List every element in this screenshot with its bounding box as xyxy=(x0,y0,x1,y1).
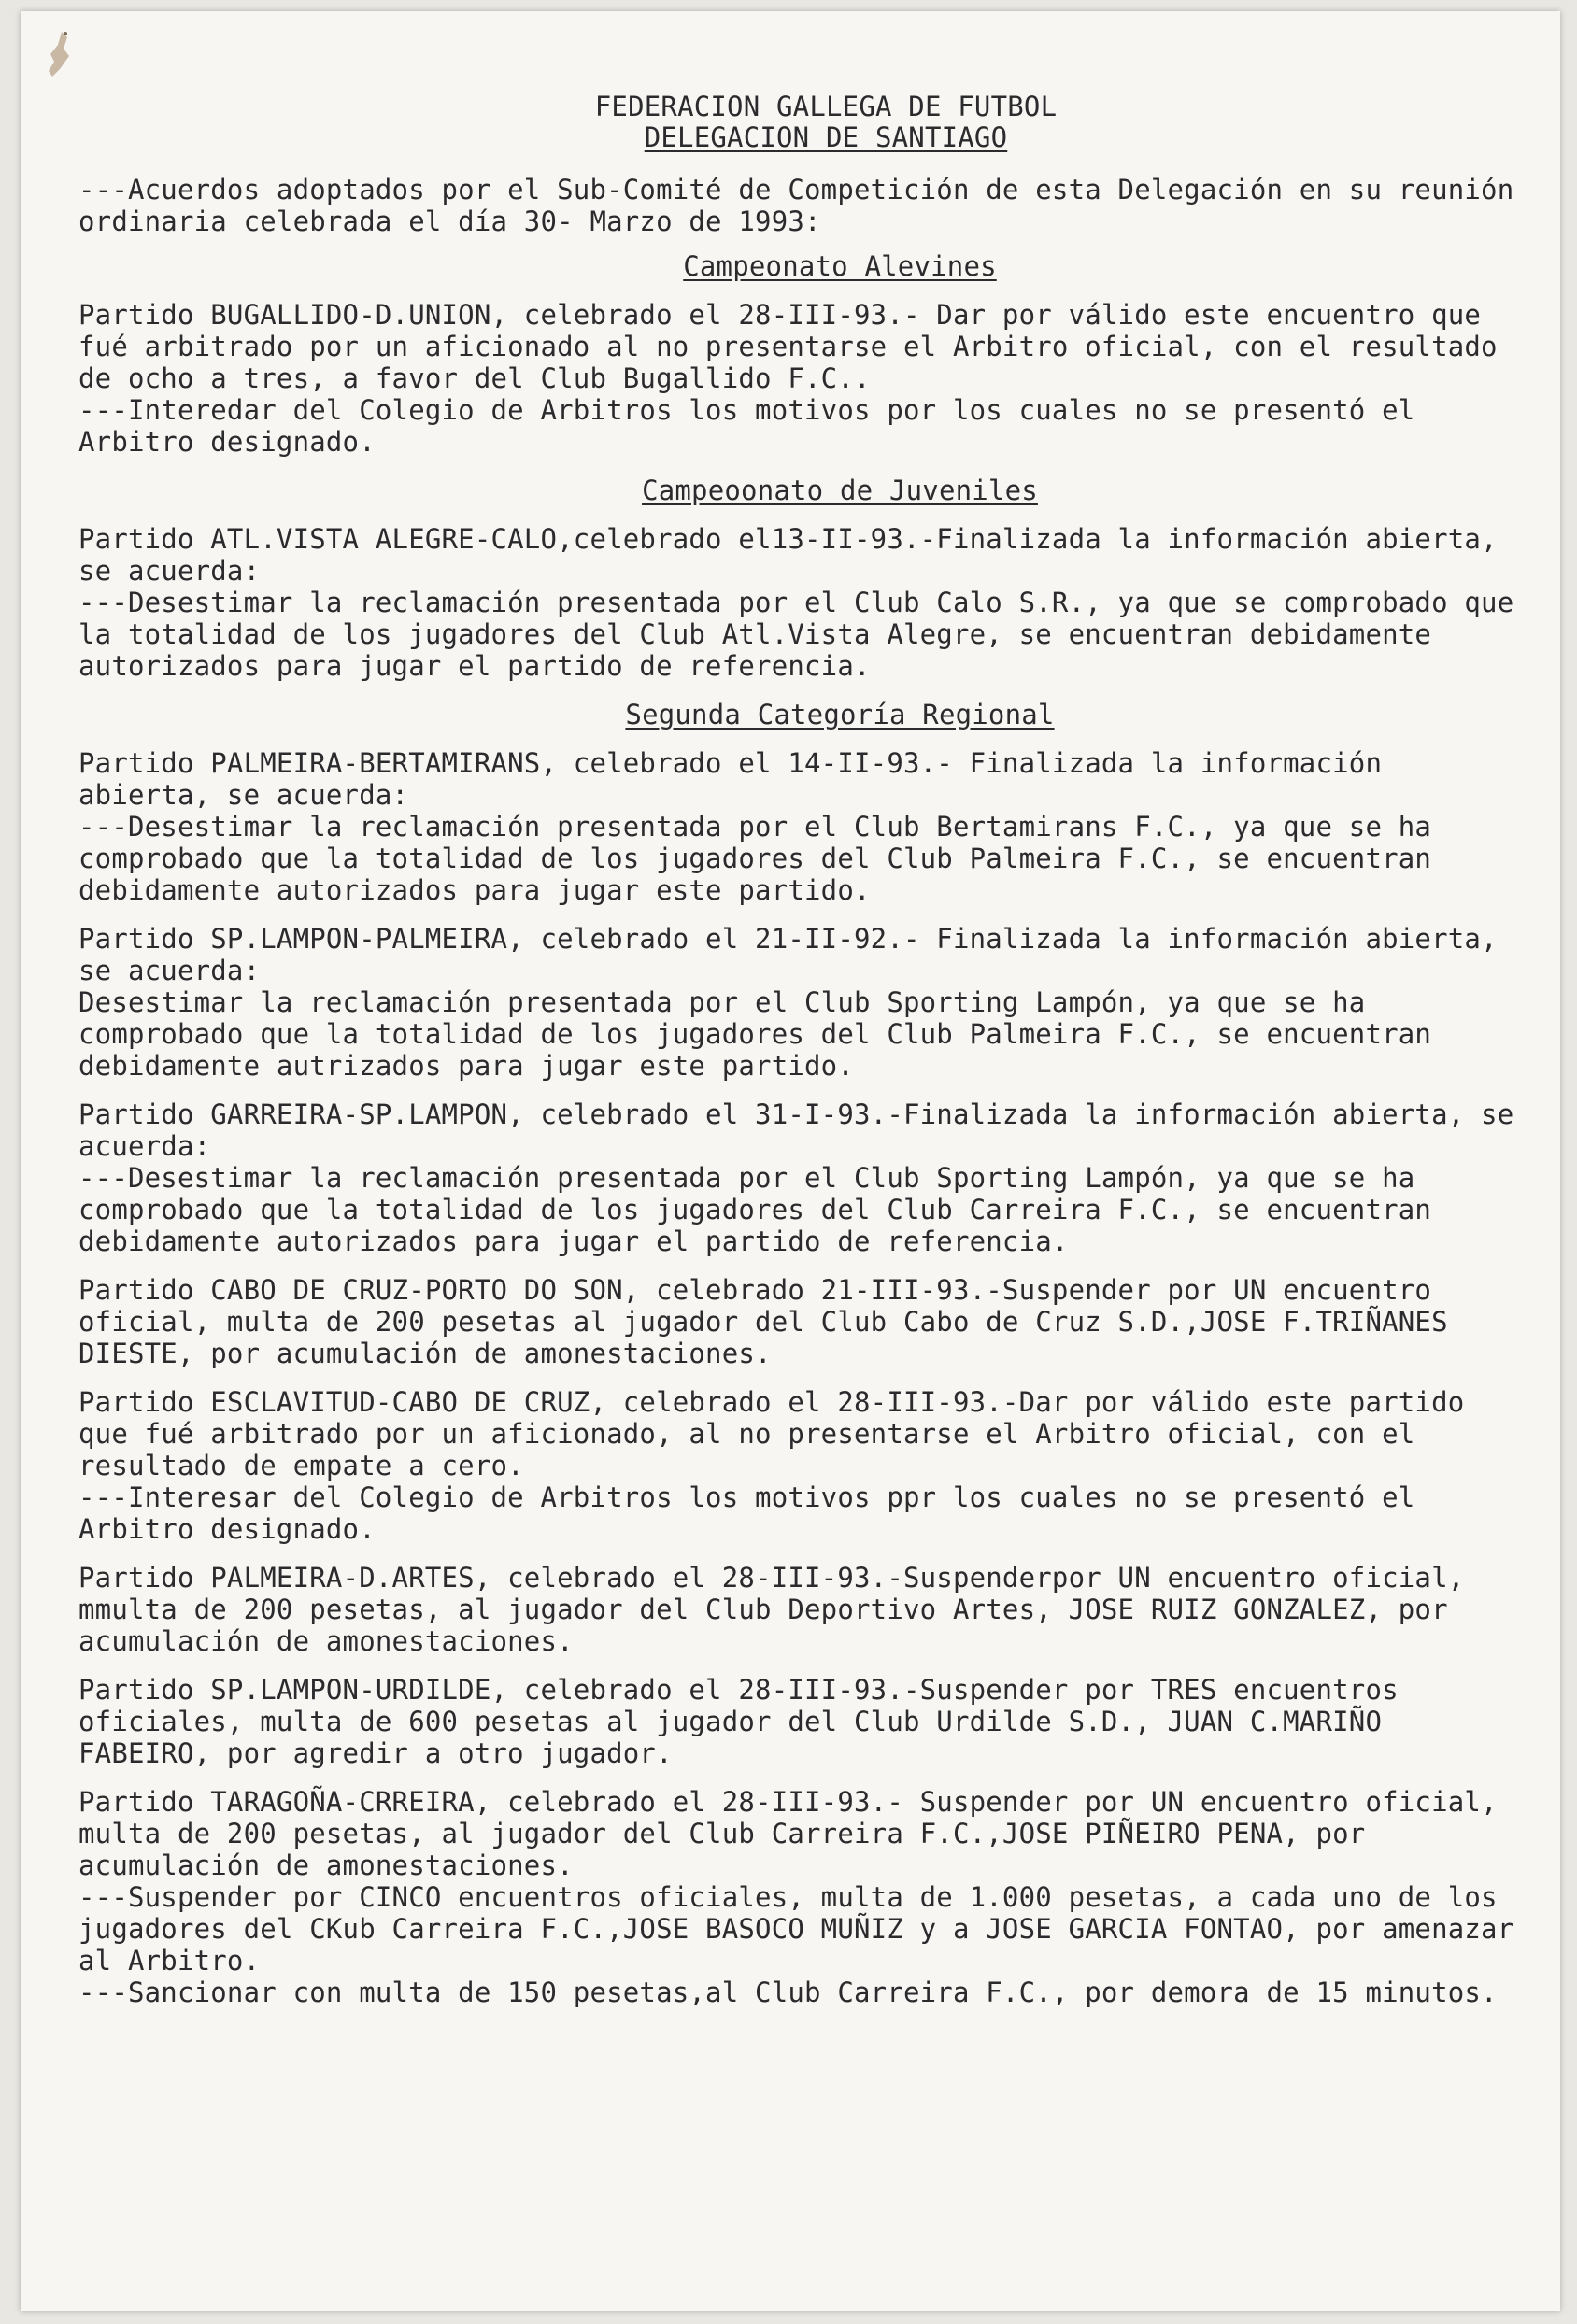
match-entry xyxy=(78,299,1517,458)
entry-paragraph: Partido PALMEIRA-BERTAMIRANS, celebrado el 14-II-93.- Finalizada la información abierta, se acuerda: xyxy=(78,747,1383,811)
entry-paragraph: Partido BUGALLIDO-D.UNION, celebrado el 28-III-93.- Dar por válido este encuentro que fué arbitrado por un aficionado al no presentarse el Arbitro oficial, con el resultado de ocho a tres, a favor del Club Bugallido F.C.. xyxy=(78,299,1498,394)
entry-paragraph: ---Desestimar la reclamación presentada por el Club Calo S.R., ya que se comprobado que la totalidad de los jugadores del Club Atl.Vista Alegre, se encuentran debidamente autorizados para jugar el partido de referencia. xyxy=(78,587,1514,682)
intro-paragraph: ---Acuerdos adoptados por el Sub-Comité de Competición de esta Delegación en su reunión ordinaria celebrada el día 30- Marzo de 1993: xyxy=(78,174,1514,237)
match-entry xyxy=(78,1098,1517,1257)
delegation-name: DELEGACION DE SANTIAGO xyxy=(644,121,1008,153)
sections-container xyxy=(78,250,1517,2008)
section-heading: Campeoonato de Juveniles xyxy=(642,475,1038,506)
match-entry xyxy=(78,1562,1517,1657)
entry-paragraph: Partido ESCLAVITUD-CABO DE CRUZ, celebrado el 28-III-93.-Dar por válido este partido que fué arbitrado por un aficionado, al no presentarse el Arbitro oficial, con el resultado de empate a cero. xyxy=(78,1386,1465,1481)
entry-paragraph: Partido ATL.VISTA ALEGRE-CALO,celebrado el13-II-93.-Finalizada la información abierta, se acuerda: xyxy=(78,523,1498,587)
entry-paragraph: Partido SP.LAMPON-URDILDE, celebrado el 28-III-93.-Suspender por TRES encuentros oficiales, multa de 600 pesetas al jugador del Club Urdilde S.D., JUAN C.MARIÑO FABEIRO, por agredir a otro jugador. xyxy=(78,1674,1399,1769)
match-entry xyxy=(78,1274,1517,1369)
entry-paragraph: ---Sancionar con multa de 150 pesetas,al Club Carreira F.C., por demora de 15 minutos. xyxy=(78,1977,1498,2008)
paper-stain xyxy=(39,28,77,93)
document-page xyxy=(21,11,1560,2311)
entry-paragraph: ---Desestimar la reclamación presentada por el Club Bertamirans F.C., ya que se ha comprobado que la totalidad de los jugadores del Club Palmeira F.C., se encuentran debidamente autorizados para jugar este partido. xyxy=(78,811,1432,906)
entry-paragraph: ---Interedar del Colegio de Arbitros los motivos por los cuales no se presentó el Arbitro designado. xyxy=(78,394,1415,458)
document-body xyxy=(78,92,1517,2025)
section-heading: Segunda Categoría Regional xyxy=(625,699,1055,730)
match-entry xyxy=(78,923,1517,1082)
entry-paragraph: Partido CABO DE CRUZ-PORTO DO SON, celebrado 21-III-93.-Suspender por UN encuentro oficial, multa de 200 pesetas al jugador del Club Cabo de Cruz S.D.,JOSE F.TRIÑANES DIESTE, por acumulación de amonestaciones. xyxy=(78,1274,1448,1369)
entry-paragraph: Partido TARAGOÑA-CRREIRA, celebrado el 28-III-93.- Suspender por UN encuentro oficial, multa de 200 pesetas, al jugador del Club Carreira F.C.,JOSE PIÑEIRO PENA, por acumulación de amonestaciones. xyxy=(78,1786,1498,1881)
entry-paragraph: Partido PALMEIRA-D.ARTES, celebrado el 28-III-93.-Suspenderpor UN encuentro oficial, mmulta de 200 pesetas, al jugador del Club Deportivo Artes, JOSE RUIZ GONZALEZ, por acumulación de amonestaciones. xyxy=(78,1562,1465,1657)
entry-paragraph: Partido GARREIRA-SP.LAMPON, celebrado el 31-I-93.-Finalizada la información abierta, se acuerda: xyxy=(78,1098,1514,1162)
entry-paragraph: ---Suspender por CINCO encuentros oficiales, multa de 1.000 pesetas, a cada uno de los jugadores del CKub Carreira F.C.,JOSE BASOCO MUÑIZ y a JOSE GARCIA FONTAO, por amenazar al Arbitro. xyxy=(78,1881,1514,1977)
entry-paragraph: Desestimar la reclamación presentada por el Club Sporting Lampón, ya que se ha comprobado que la totalidad de los jugadores del Club Palmeira F.C., se encuentran debidamente autrizados para jugar este partido. xyxy=(78,986,1432,1082)
match-entry xyxy=(78,523,1517,682)
letterhead xyxy=(135,92,1517,153)
entry-paragraph: Partido SP.LAMPON-PALMEIRA, celebrado el 21-II-92.- Finalizada la información abierta, se acuerda: xyxy=(78,923,1498,986)
match-entry xyxy=(78,1786,1517,2008)
entry-paragraph: ---Desestimar la reclamación presentada por el Club Sporting Lampón, ya que se ha comprobado que la totalidad de los jugadores del Club Carreira F.C., se encuentran debidamente autorizados para jugar el partido de referencia. xyxy=(78,1162,1432,1257)
entry-paragraph: ---Interesar del Colegio de Arbitros los motivos ppr los cuales no se presentó el Arbitro designado. xyxy=(78,1481,1415,1545)
match-entry xyxy=(78,747,1517,906)
match-entry xyxy=(78,1674,1517,1769)
section-heading: Campeonato Alevines xyxy=(683,250,997,282)
federation-name: FEDERACION GALLEGA DE FUTBOL xyxy=(594,91,1058,122)
match-entry xyxy=(78,1386,1517,1545)
